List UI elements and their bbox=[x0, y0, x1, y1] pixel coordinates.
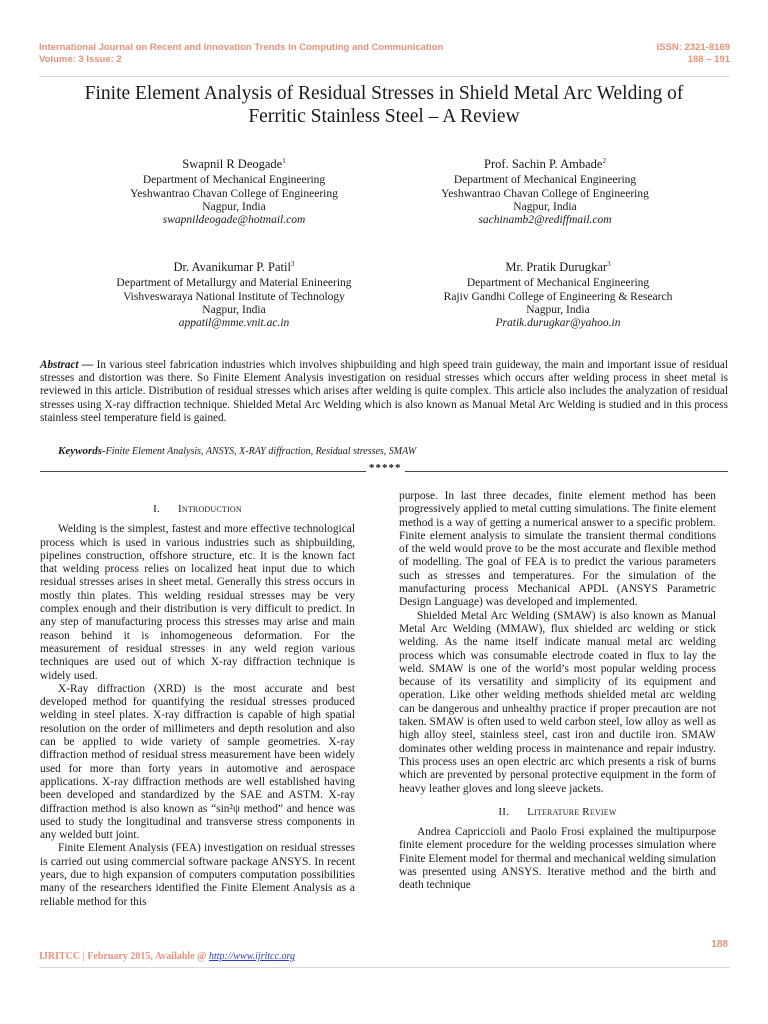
right-column bbox=[399, 490, 716, 893]
journal-volume: Volume: 3 Issue: 2 bbox=[39, 54, 122, 65]
section-heading-introduction: I. Introduction bbox=[153, 503, 242, 515]
paper-title bbox=[40, 82, 728, 128]
author-institution: Yeshwantrao Chavan College of Engineering bbox=[441, 187, 649, 200]
author-email[interactable]: Pratik.durugkar@yahoo.in bbox=[495, 316, 621, 329]
author-block-1 bbox=[69, 155, 399, 227]
author-department: Department of Mechanical Engineering bbox=[453, 174, 637, 187]
author-department: Department of Metallurgy and Material Enineering bbox=[116, 277, 352, 290]
journal-issn: ISSN: 2321-8169 bbox=[656, 42, 730, 53]
author-email[interactable]: appatil@mme.vnit.ac.in bbox=[178, 316, 290, 329]
footer-divider bbox=[39, 967, 730, 968]
footer-text: IJRITCC | February 2015, Available @ bbox=[39, 951, 209, 962]
page-number: 188 bbox=[711, 939, 728, 950]
author-institution: Vishveswaraya National Institute of Technology bbox=[123, 290, 345, 303]
paragraph: Andrea Capriccioli and Paolo Frosi explained the multipurpose finite element procedure for the welding processes simulation where Finite Element model for thermal and mechanical welding simulation was presented using ANSYS. Iterative method and the birth and death technique bbox=[399, 826, 716, 892]
author-location: Nagpur, India bbox=[202, 200, 266, 213]
journal-issn-block bbox=[657, 42, 730, 66]
paragraph: Finite Element Analysis (FEA) investigation on residual stresses is carried out using commercial software package ANSYS. In recent years, due to high expansion of computers computation possibilities many of the researchers identified the Finite Element Analysis as a reliable method for this bbox=[40, 842, 355, 908]
page-footer bbox=[39, 951, 295, 962]
author-block-3 bbox=[69, 258, 399, 330]
paragraph: Shielded Metal Arc Welding (SMAW) is also known as Manual Metal Arc Welding (MMAW), flux shielded arc welding or stick welding. As the name itself indicate manual metal arc welding process which was consumable electrode coated in flux to lay the weld. SMAW is one of the world’s most popular welding process because of its versatility and simplicity of its equipment and operation. Like other welding methods shielded metal arc welding can be dangerous and unhealthy practice if proper precaution are not taken. SMAW is often used to weld carbon steel, low alloy as well as high alloy steel, stainless steel, cast iron and ductile iron. SMAW dominates other welding process in maintenance and repair industry. This process uses an open electric arc which presents a risk of burns which are prevented by personal protective equipment in the form of heavy leather gloves and long sleeve jackets. bbox=[399, 609, 716, 795]
author-institution: Rajiv Gandhi College of Engineering & Research bbox=[443, 290, 673, 303]
author-email[interactable]: swapnildeogade@hotmail.com bbox=[162, 213, 306, 226]
journal-link[interactable]: http://www.ijritcc.org bbox=[208, 951, 296, 962]
author-department: Department of Mechanical Engineering bbox=[142, 174, 326, 187]
journal-pages: 188 – 191 bbox=[687, 54, 730, 65]
journal-name: International Journal on Recent and Innovation Trends in Computing and Communication bbox=[39, 42, 444, 53]
author-name: Dr. Avanikumar P. Patil$^3$ bbox=[173, 260, 295, 275]
paragraph: Welding is the simplest, fastest and more effective technological process which is used in various industries such as shipbuilding, pipelines construction, offshore structure, etc. It is the known fact that welding process relies on localized heat input due to which residual stresses arises in sheet metal. Generally this stress occurs in mostly thin plates. This welding residual stresses may be very complex enough and their distribution is very difficult to predict. In any step of manufacturing process this stresses may arise and main reason behind it is inhomogeneous deformation. For the measurement of residual stresses in any weld region various techniques are used out of which X-ray diffraction technique is widely used. bbox=[40, 523, 355, 682]
abstract bbox=[40, 359, 728, 425]
author-name: Prof. Sachin P. Ambade$^2$ bbox=[484, 157, 606, 172]
abstract-label: Abstract — bbox=[40, 359, 94, 371]
keywords bbox=[58, 445, 728, 458]
separator-stars: ***** bbox=[366, 462, 405, 474]
left-column bbox=[40, 503, 355, 909]
paragraph: purpose. In last three decades, finite element method has been progressively applied to metal cutting simulations. The finite element method is a way of getting a numerical answer to a specific problem. Finite element analysis to simulate the transient thermal conditions of the weld would prove to be the most accurate and flexible method of modelling. The goal of FEA is to predict the various parameters such as stresses and temperatures. For the simulation of the manufacturing process Mechanical APDL (ANSYS Parametric Design Language) was developed and implemented. bbox=[399, 490, 716, 609]
author-location: Nagpur, India bbox=[202, 303, 266, 316]
abstract-text: In various steel fabrication industries which involves shipbuilding and high speed train guideway, the main and important issue of residual stresses and distortion was there. So Finite Element Analysis investigation on residual stresses which occurs after welding process in sheet metal is reviewed in this article. Distribution of residual stresses which arises after welding is quite complex. This article also includes the analyzation of residual stresses using X-ray diffraction technique. Shielded Metal Arc Welding which is also known as Manual Metal Arc Welding is studied and in this process stainless steel temperature field is gained. bbox=[40, 359, 728, 424]
title-line-1: Finite Element Analysis of Residual Stresses in Shield Metal Arc Welding of bbox=[84, 83, 684, 104]
keywords-text: Finite Element Analysis, ANSYS, X-RAY diffraction, Residual stresses, SMAW bbox=[105, 446, 417, 457]
author-name: Mr. Pratik Durugkar$^3$ bbox=[505, 260, 611, 275]
title-line-2: Ferritic Stainless Steel – A Review bbox=[248, 106, 520, 127]
author-institution: Yeshwantrao Chavan College of Engineering bbox=[130, 187, 338, 200]
journal-info bbox=[39, 42, 443, 66]
section-heading-literature-review: II. Literature Review bbox=[498, 805, 617, 818]
author-location: Nagpur, India bbox=[526, 303, 590, 316]
author-name: Swapnil R Deogade$^1$ bbox=[182, 157, 286, 172]
paragraph: X-Ray diffraction (XRD) is the most accurate and best developed method for quantifying the residual stresses produced welding in steel plates. X-ray diffraction is capable of high spatial resolution on the order of millimeters and depth resolution and also can be applied to wide variety of sample geometries. X-ray diffraction method of residual stress measurement have been widely used for more than forty years in automotive and aerospace applications. X-ray diffraction methods are well established having been developed and standardized by the SAE and ASTM. X-ray diffraction method is also known as “sin²ψ method” and hence was used to study the longitudinal and transverse stress components in any welded butt joint. bbox=[40, 682, 355, 842]
section-separator bbox=[40, 462, 728, 478]
keywords-label: Keywords- bbox=[58, 445, 106, 457]
header-divider bbox=[39, 76, 730, 77]
author-email[interactable]: sachinamb2@rediffmail.com bbox=[478, 213, 612, 226]
author-block-4 bbox=[393, 258, 723, 330]
author-location: Nagpur, India bbox=[513, 200, 577, 213]
author-department: Department of Mechanical Engineering bbox=[466, 277, 650, 290]
author-block-2 bbox=[380, 155, 710, 227]
